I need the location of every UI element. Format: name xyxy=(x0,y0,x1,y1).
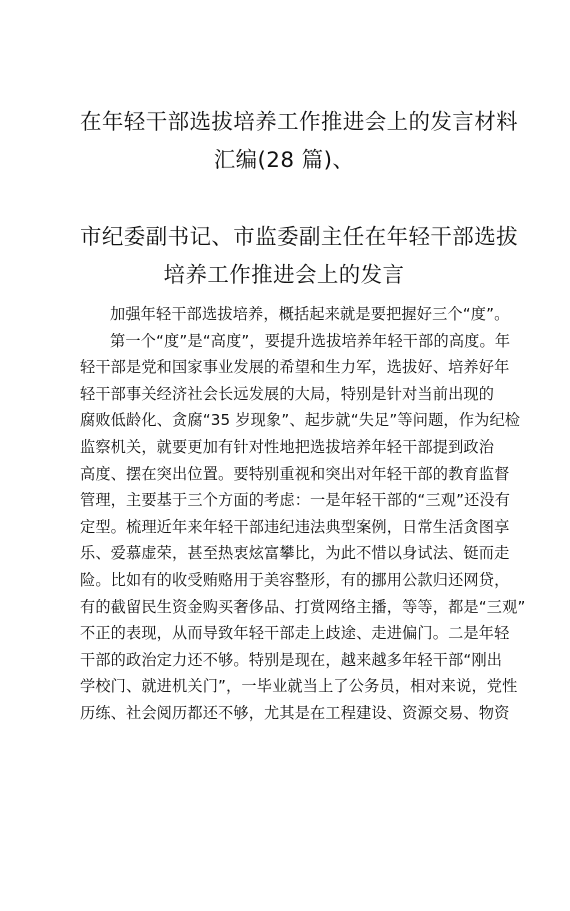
paragraph-line: 学校门、就进机关门”，一毕业就当上了公务员，相对来说，党性 xyxy=(80,677,518,696)
document-title-line: 在年轻干部选拔培养工作推进会上的发言材料 xyxy=(80,110,519,135)
paragraph-line: 定型。梳理近年来年轻干部违纪违法典型案例，日常生活贪图享 xyxy=(80,517,510,536)
paragraph-line: 干部的政治定力还不够。特别是现在，越来越多年轻干部“刚出 xyxy=(80,650,503,669)
document-page xyxy=(0,104,570,911)
paragraph-line: 轻干部是党和国家事业发展的希望和生力军，选拔好、培养好年 xyxy=(80,358,510,377)
paragraph-line: 险。比如有的收受贿赂用于美容整形，有的挪用公款归还网贷， xyxy=(80,570,510,589)
paragraph-line: 历练、社会阅历都还不够，尤其是在工程建设、资源交易、物资 xyxy=(80,703,510,722)
paragraph-line: 监察机关，就要更加有针对性地把选拔培养年轻干部提到政治 xyxy=(80,437,495,456)
paragraph-line: 不正的表现，从而导致年轻干部走上歧途、走进偏门。二是年轻 xyxy=(80,624,510,643)
paragraph-line: 加强年轻干部选拔培养，概括起来就是要把握好三个“度”。 xyxy=(110,305,510,323)
paragraph-line: 管理，主要基于三个方面的考虑：一是年轻干部的“三观”还没有 xyxy=(80,491,511,510)
section-title xyxy=(80,219,519,295)
paragraph-line: 有的截留民生资金购买奢侈品、打赏网络主播，等等，都是“三观” xyxy=(80,597,526,616)
paragraph-line: 腐败低龄化、贪腐“35 岁现象”、起步就“失足”等问题，作为纪检 xyxy=(80,411,521,430)
section-title-line: 市纪委副书记、市监委副主任在年轻干部选拔 xyxy=(80,225,519,250)
document-title-line: 汇编(28 篇)、 xyxy=(213,148,355,173)
document-title xyxy=(80,104,519,180)
body-text xyxy=(80,301,526,727)
paragraph-line: 轻干部事关经济社会长远发展的大局，特别是针对当前出现的 xyxy=(80,384,495,403)
paragraph-line: 乐、爱慕虚荣，甚至热衷炫富攀比，为此不惜以身试法、铤而走 xyxy=(80,544,510,563)
section-title-line: 培养工作推进会上的发言 xyxy=(163,263,405,288)
paragraph-line: 第一个“度”是“高度”，要提升选拔培养年轻干部的高度。年 xyxy=(110,331,511,350)
paragraph-line: 高度、摆在突出位置。要特别重视和突出对年轻干部的教育监督 xyxy=(80,464,510,483)
